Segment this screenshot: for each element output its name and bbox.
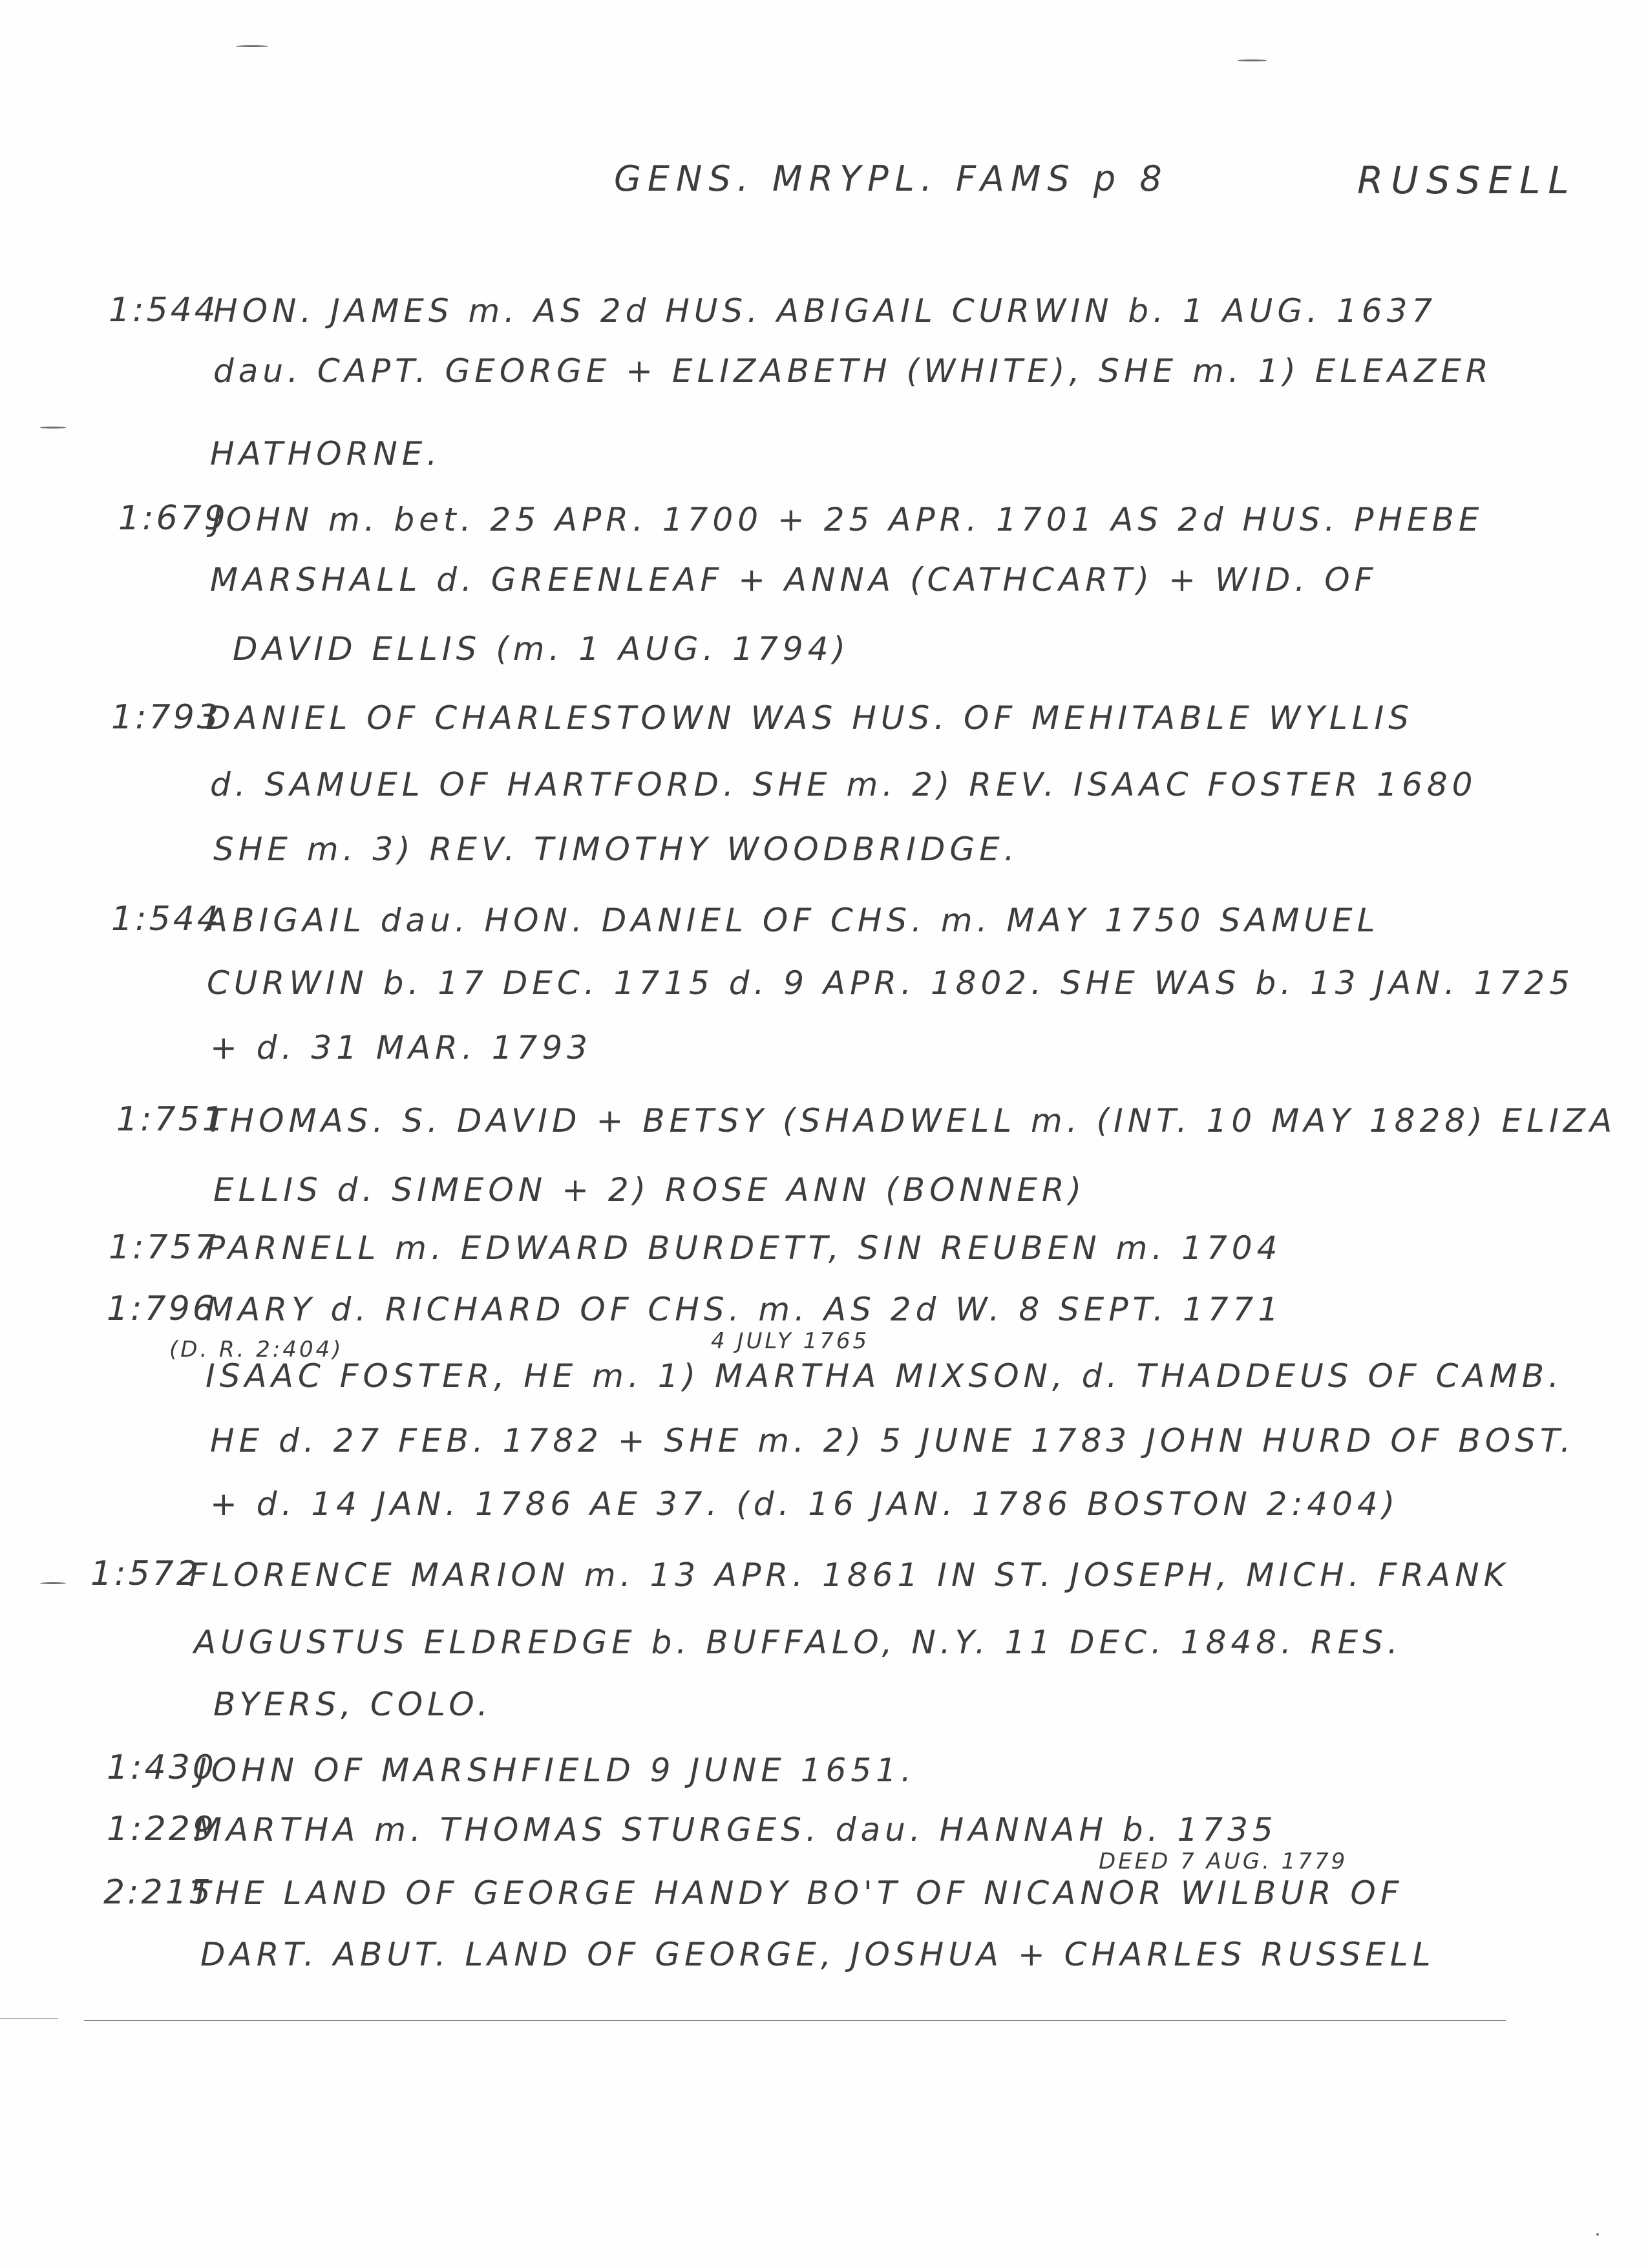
entry-line: SHE m. 3) REV. TIMOTHY WOODBRIDGE. — [213, 831, 1019, 868]
entry-line: HE d. 27 FEB. 1782 + SHE m. 2) 5 JUNE 1783 JOHN HURD OF BOST. — [210, 1422, 1576, 1459]
surname-heading: RUSSELL — [1357, 158, 1577, 202]
scan-mark-top-right — [1238, 59, 1267, 61]
entry-line: HON. JAMES m. AS 2d HUS. ABIGAIL CURWIN b. 1 AUG. 1637 — [213, 292, 1437, 330]
entry-line: JOHN OF MARSHFIELD 9 JUNE 1651. — [197, 1752, 916, 1789]
insertion-note: DEED 7 AUG. 1779 — [1099, 1849, 1348, 1874]
entry-reference: 1:229 — [107, 1810, 217, 1849]
entry-reference: 1:544 — [111, 900, 221, 938]
entry-line: CURWIN b. 17 DEC. 1715 d. 9 APR. 1802. SHE WAS b. 13 JAN. 1725 — [207, 964, 1574, 1002]
insertion-note: 4 JULY 1765 — [711, 1328, 870, 1354]
closing-rule — [84, 2020, 1506, 2021]
entry-line: + d. 31 MAR. 1793 — [210, 1029, 592, 1066]
left-margin-rule — [0, 2018, 58, 2019]
entry-reference: 1:679 — [118, 499, 228, 538]
entry-line: JOHN m. bet. 25 APR. 1700 + 25 APR. 1701 AS 2d HUS. PHEBE — [212, 501, 1484, 538]
entry-line: FLORENCE MARION m. 13 APR. 1861 IN ST. JOSEPH, MICH. FRANK — [189, 1556, 1510, 1594]
entry-reference: 1:544 — [109, 291, 218, 330]
entry-line: ELLIS d. SIMEON + 2) ROSE ANN (BONNER) — [213, 1171, 1086, 1209]
entry-line: MARY d. RICHARD OF CHS. m. AS 2d W. 8 SEPT. 1771 — [206, 1291, 1284, 1328]
entry-line: ISAAC FOSTER, HE m. 1) MARTHA MIXSON, d. THADDEUS OF CAMB. — [206, 1357, 1563, 1395]
entry-line: DART. ABUT. LAND OF GEORGE, JOSHUA + CHARLES RUSSELL — [200, 1936, 1435, 1973]
entry-line: dau. CAPT. GEORGE + ELIZABETH (WHITE), SHE m. 1) ELEAZER — [213, 352, 1493, 390]
entry-reference: 1:757 — [109, 1228, 218, 1267]
entry-line: DAVID ELLIS (m. 1 AUG. 1794) — [233, 630, 850, 668]
entry-line: THOMAS. S. DAVID + BETSY (SHADWELL m. (INT. 10 MAY 1828) ELIZA — [206, 1102, 1617, 1139]
entry-reference: 1:430 — [107, 1748, 217, 1787]
entry-reference: 1:793 — [111, 698, 221, 737]
entry-line: AUGUSTUS ELDREDGE b. BUFFALO, N.Y. 11 DEC. 1848. RES. — [194, 1624, 1402, 1661]
entry-reference: 1:796 — [107, 1289, 217, 1328]
scan-dot — [1596, 2233, 1599, 2236]
entry-line: d. SAMUEL OF HARTFORD. SHE m. 2) REV. ISAAC FOSTER 1680 — [210, 766, 1477, 803]
entry-line: PARNELL m. EDWARD BURDETT, SIN REUBEN m. 1704 — [206, 1229, 1282, 1267]
page-title: GENS. MRYPL. FAMS p 8 — [614, 158, 1168, 199]
entry-line: THE LAND OF GEORGE HANDY BO'T OF NICANOR WILBUR OF — [191, 1874, 1404, 1912]
entry-reference: 1:572 — [90, 1554, 200, 1593]
scan-mark-left — [40, 427, 66, 429]
entry-line: HATHORNE. — [210, 435, 442, 472]
entry-line: BYERS, COLO. — [213, 1686, 492, 1723]
margin-note: (D. R. 2:404) — [169, 1337, 344, 1362]
entry-line: MARSHALL d. GREENLEAF + ANNA (CATHCART) + WID. OF — [210, 561, 1378, 599]
entry-line: MARTHA m. THOMAS STURGES. dau. HANNAH b. 1735 — [194, 1811, 1278, 1849]
scan-mark-left-lower — [40, 1582, 66, 1584]
entry-line: + d. 14 JAN. 1786 AE 37. (d. 16 JAN. 1786 BOSTON 2:404) — [210, 1485, 1400, 1523]
entry-line: ABIGAIL dau. HON. DANIEL OF CHS. m. MAY 1750 SAMUEL — [206, 902, 1380, 939]
scan-mark-top-left — [236, 45, 268, 47]
entry-reference: 2:215 — [103, 1873, 213, 1912]
entry-line: DANIEL OF CHARLESTOWN WAS HUS. OF MEHITABLE WYLLIS — [206, 699, 1414, 737]
entry-reference: 1:751 — [116, 1100, 226, 1139]
